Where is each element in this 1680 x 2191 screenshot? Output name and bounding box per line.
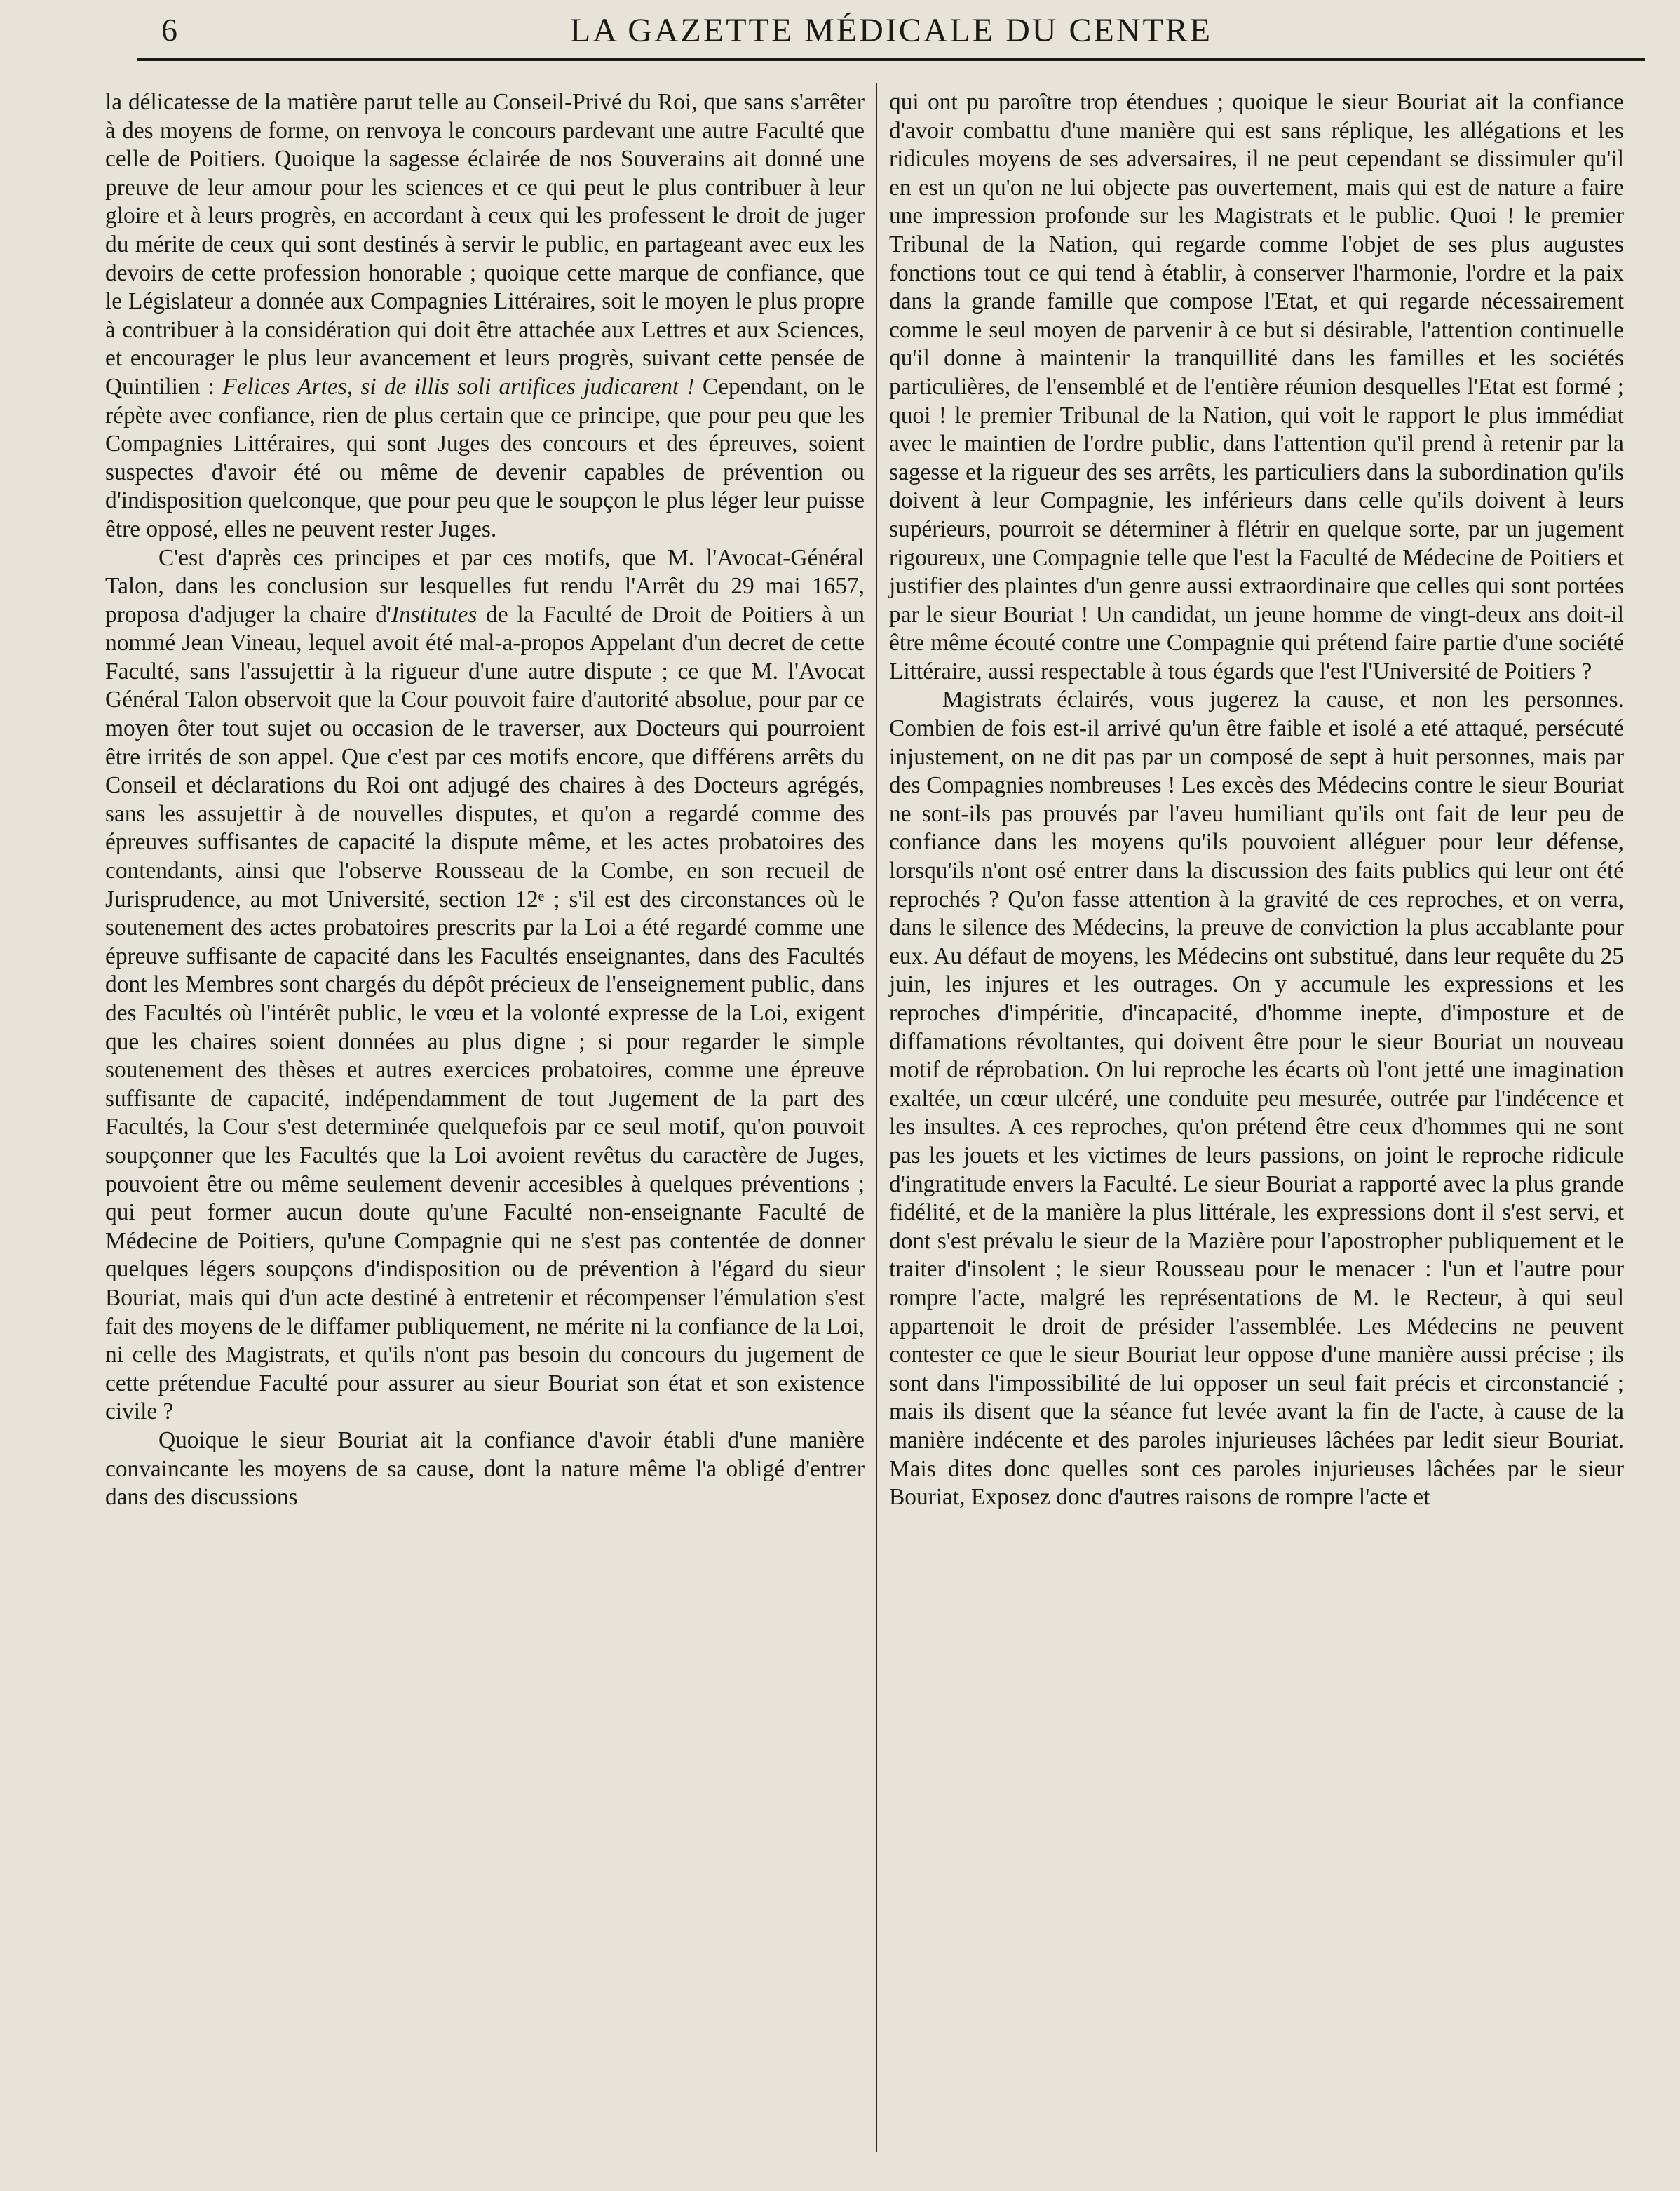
page-number: 6 (161, 12, 178, 48)
left-paragraph-3: Quoique le sieur Bouriat ait la confiance d'avoir établi d'une manière convaincante les moyens de sa cause, dont la nature même l'a obligé d'entrer dans des discussions (105, 1427, 865, 1511)
left-p1-end: Cependant, on le répète avec confiance, rien de plus certain que ce principe, que pour peu que les Compagnies Littéraires, qui sont Juges des concours et des épreuves, soient suspectes d'avoir été ou même de devenir capables de prévention ou d'indisposition quelconque, que pour peu que le soupçon le plus léger leur puisse être opposé, elles ne peuvent rester Juges. (105, 373, 865, 542)
page-header (137, 10, 1645, 52)
left-p2-a: C'est d'après ces principes et par ces motifs, que M. l'Avocat-Général Talon, dans les conclusion sur lesquelles fut rendu l'Arrêt du 29 mai 1657, proposa d'adjuger la chaire d' (105, 544, 865, 628)
left-paragraph-2 (105, 544, 865, 1427)
right-paragraph-1: qui ont pu paroître trop étendues ; quoique le sieur Bouriat ait la confiance d'avoir combattu d'une manière qui est sans réplique, les allégations et les ridicules moyens de ses adversaires, il ne peut cependant se dissimuler qu'il en est un qu'on ne lui objecte pas ouvertement, mais qui est de nature a faire une impression profonde sur les Magistrats et le public. Quoi ! le premier Tribunal de la Nation, qui regarde comme l'objet de ses plus augustes fonctions tout ce qui tend à établir, à conserver l'harmonie, l'ordre et la paix dans la grande famille que compose l'Etat, et qui regarde nécessairement comme le seul moyen de parvenir à ce but si désirable, l'attention continuelle qu'il donne à maintenir la tranquillité dans les familles et les sociétés particulières, de l'ensemblé et de l'entière réunion desquelles l'Etat est formé ; quoi ! le premier Tribunal de la Nation, qui voit le rapport le plus immédiat avec le maintien de l'ordre public, dans l'attention qu'il prend à retenir par la sagesse et la rigueur des ses arrêts, les particuliers dans la subordination qu'ils doivent à leur Compagnie, les inférieurs dans celle qu'ils doivent à leurs supérieurs, pourroit se déterminer à flétrir en quelque sorte, par un jugement rigoureux, une Compagnie telle que l'est la Faculté de Médecine de Poitiers et justifier des plaintes d'un genre aussi extraordinaire que celles qui sont portées par le sieur Bouriat ! Un candidat, un jeune homme de vingt-deux ans doit-il être même écouté contre une Compagnie qui prétend faire partie d'une société Littéraire, aussi respectable à tous égards que l'est l'Université de Poitiers ? (889, 89, 1624, 685)
left-paragraph-1 (105, 88, 865, 544)
left-p1-text: la délicatesse de la matière parut telle au Conseil-Privé du Roi, que sans s'arrêter à des moyens de forme, on renvoya le concours pardevant une autre Faculté que celle de Poitiers. Quoique la sagesse éclairée de nos Souverains ait donné une preuve de leur amour pour les sciences et ce qui peut le plus contribuer à leur gloire et à leurs progrès, en accordant à ceux qui les professent le droit de juger du mérite de ceux qui sont destinés à servir le public, en partageant avec eux les devoirs de cette profession honorable ; quoique cette marque de confiance, que le Législateur a donnée aux Compagnies Littéraires, soit le moyen le plus propre à contribuer à la considération qui doit être attachée aux Lettres et aux Sciences, et encourager le plus leur avancement et leurs progrès, suivant cette pensée de Quintilien : (105, 89, 865, 400)
institutes-italic: Institutes (391, 601, 477, 628)
left-p2-b: de la Faculté de Droit de Poitiers à un nommé Jean Vineau, lequel avoit été mal-a-propos Appelant d'un decret de cette Faculté, sans l'assujettir à la rigueur d'une autre dispute ; ce que M. l'Avocat Général Talon observoit que la Cour pouvoit faire d'autorité absolue, pour par ce moyen ôter tout sujet ou occasion de le traverser, aux Docteurs qui pourroient être irrités de son appel. Que c'est par ces motifs encore, que différens arrêts du Conseil et déclarations du Roi ont adjugé des chaires à des Docteurs agrégés, sans les assujettir à de nouvelles disputes, et qu'on a regardé comme des épreuves suffisantes de capacité la dispute même, et les actes probatoires des contendants, ainsi que l'observe Rousseau de la Combe, en son recueil de Jurisprudence, au mot Université, section 12ᵉ ; s'il est des circonstances où le soutenement des actes probatoires prescrits par la Loi a été regardé comme une épreuve suffisante de capacité dans les Facultés enseignantes, dans des Facultés dont les Membres sont chargés du dépôt précieux de l'enseignement public, dans des Facultés où l'intérêt public, le vœu et la volonté expresse de la Loi, exigent que les chaires soient données au plus digne ; si pour regarder le simple soutenement des thèses et autres exercices probatoires, comme une épreuve suffisante de capacité, indépendamment de tout Jugement de la part des Facultés, la Cour s'est determinée quelquefois par ce seul motif, qu'on pouvoit soupçonner que les Facultés que la Loi avoient revêtus du caractère de Juges, pouvoient être ou même seulement devenir accesibles à quelques préventions ; qui peut former aucun doute qu'une Faculté non-enseignante Faculté de Médecine de Poitiers, qu'une Compagnie qui ne s'est pas contentée de donner quelques légers soupçons d'indisposition ou de prévention à l'égard du sieur Bouriat, mais qui d'un acte destiné à entretenir et récompenser l'émulation s'est fait des moyens de le diffamer publiquement, ne mérite ni la confiance de la Loi, ni celle des Magistrats, et qu'ils n'ont pas besoin du concours du jugement de cette prétendue Faculté pour assurer au sieur Bouriat son état et son existence civile ? (105, 601, 865, 1425)
right-column (889, 88, 1624, 1512)
quintilien-quote: Felices Artes, si de illis soli artifices judicarent ! (222, 373, 695, 400)
running-title: LA GAZETTE MÉDICALE DU CENTRE (569, 12, 1213, 49)
column-divider (876, 83, 877, 2152)
header-rule (137, 58, 1645, 61)
right-paragraph-2: Magistrats éclairés, vous jugerez la cause, et non les personnes. Combien de fois est-il arrivé qu'un être faible et isolé a eté attaqué, persécuté injustement, on ne dit pas par un composé de sept à huit personnes, mais par des Compagnies nombreuses ! Les excès des Médecins contre le sieur Bouriat ne sont-ils pas prouvés par l'aveu humiliant qu'ils ont fait de leur peu de confiance dans les moyens qu'ils pouvoient alléguer pour leur défense, lorsqu'ils n'ont osé entrer dans la discussion des faits publics qui leur ont été reprochés ? Qu'on fasse attention à la gravité de ces reproches, et on verra, dans le silence des Médecins, la preuve de conviction la plus accablante pour eux. Au défaut de moyens, les Médecins ont substitué, dans leur requête du 25 juin, les injures et les outrages. On y accumule les expressions et les reproches d'impéritie, d'incapacité, d'homme inepte, d'imposture et de diffamations révoltantes, qui doivent être pour le sieur Bouriat un nouveau motif de réprobation. On lui reproche les écarts où l'ont jetté une imagination exaltée, un cœur ulcéré, une conduite peu mesurée, outrée par l'indécence et les insultes. A ces reproches, qu'on prétend être ceux d'hommes qui ne sont pas les jouets et les victimes de leurs passions, on joint le reproche ridicule d'ingratitude envers la Faculté. Le sieur Bouriat a rapporté avec la plus grande fidélité, et de la manière la plus littérale, les expressions dont il s'est servi, et dont s'est prévalu le sieur de la Mazière pour l'apostropher publiquement et le traiter d'insolent ; le sieur Rousseau pour le menacer : l'un et l'autre pour rompre l'acte, malgré les représentations de M. le Recteur, à qui seul appartenoit le droit de présider l'assemblée. Les Médecins ne peuvent contester ce que le sieur Bouriat leur oppose d'une manière aussi précise ; ils sont dans l'impossibilité de lui opposer un seul fait précis et circonstancié ; mais ils disent que la séance fut levée avant la fin de l'acte, à cause de la manière indécente et des paroles injurieuses lâchées par ledit sieur Bouriat. Mais dites donc quelles sont ces paroles injurieuses lâchées par le sieur Bouriat, Exposez donc d'autres raisons de rompre l'acte et (889, 687, 1624, 1511)
left-column (105, 88, 865, 1512)
